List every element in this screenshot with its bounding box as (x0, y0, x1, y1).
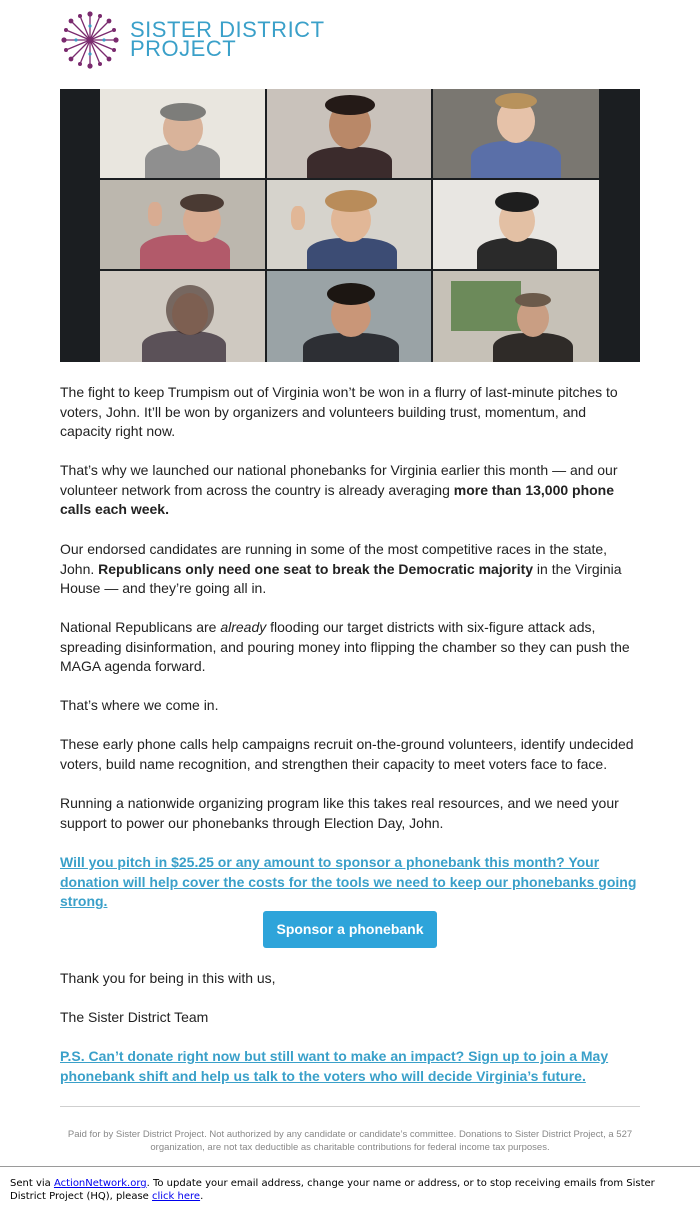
paragraph-where-we-come-in: That’s where we come in. (60, 697, 219, 713)
footer-text (10, 1177, 690, 1203)
unsubscribe-link[interactable]: click here (152, 1191, 201, 1202)
video-tile-6 (433, 180, 599, 269)
video-tile-3 (433, 89, 599, 178)
sister-district-logo[interactable] (60, 10, 360, 70)
starburst-logo-icon (60, 10, 120, 70)
video-tile-5 (267, 180, 431, 269)
video-tile-1 (100, 89, 265, 178)
sponsor-phonebank-button[interactable]: Sponsor a phonebank (263, 911, 437, 948)
majority-highlight: Republicans only need one seat to break the Democratic majority (98, 560, 534, 577)
ps-phonebank-signup-link[interactable]: P.S. Can’t donate right now but still want to make an impact? Sign up to join a May phonebank shift and help us talk to the voters who will decide Virginia’s future. (60, 1048, 609, 1084)
paragraph-early-calls: These early phone calls help campaigns recruit on-the-ground volunteers, identify undecided voters, build name recognition, and strengthen their capacity to meet voters face to face. (60, 736, 634, 772)
divider (60, 1106, 640, 1107)
paragraph-republicans-text: National Republicans are (60, 619, 221, 635)
paragraph-intro: The fight to keep Trumpism out of Virginia won’t be won in a flurry of last-minute pitches to voters, John. It’ll be won by organizers and volunteers building trust, momentum, and capacity right now. (60, 384, 618, 439)
video-tile-2 (267, 89, 431, 178)
video-tile-9 (433, 271, 599, 362)
logo-wordmark (130, 17, 325, 61)
video-tile-4 (100, 180, 265, 269)
actionnetwork-link[interactable]: ActionNetwork.org (53, 1178, 147, 1189)
ps-paragraph (60, 1047, 640, 1086)
volunteer-video-call-photo (60, 89, 640, 362)
logo-line-2: PROJECT (130, 36, 237, 61)
paragraph-republicans (60, 618, 640, 677)
footer-suffix: . (200, 1191, 204, 1202)
donation-cta-link[interactable]: Will you pitch in $25.25 or any amount to sponsor a phonebank this month? Your donation will help cover the costs for the tools we need to keep our phonebanks going strong. (60, 854, 637, 909)
video-tile-7 (100, 271, 265, 362)
paragraph-phonebanks-text: That’s why we launched our national phonebanks for Virginia earlier this month — and our volunteer network from across the country is already averaging (60, 462, 618, 498)
footer-prefix: Sent via (10, 1178, 54, 1189)
paragraph-candidates-tail: in the Virginia House — and they’re going all in. (60, 560, 622, 596)
signature: The Sister District Team (60, 1009, 209, 1025)
paragraph-phonebanks (60, 461, 640, 520)
video-tile-8 (267, 271, 431, 362)
email-footer (0, 1166, 700, 1216)
signoff: Thank you for being in this with us, (60, 970, 276, 986)
footer-middle: . To update your email address, change your name or address, or to stop receiving emails from Sister District Project (HQ), please (10, 1178, 655, 1202)
paragraph-republicans-tail: flooding our target districts with six-figure attack ads, spreading disinformation, and pouring money into flipping the chamber so they can push the MAGA agenda forward. (60, 619, 630, 674)
already-emphasis: already (220, 619, 267, 635)
logo-line-1: SISTER DISTRICT (130, 17, 325, 42)
phone-calls-highlight: more than 13,000 phone calls each week. (60, 481, 615, 517)
paragraph-candidates-text: Our endorsed candidates are running in some of the most competitive races in the state, John. (60, 541, 608, 577)
paid-for-disclaimer: Paid for by Sister District Project. Not authorized by any candidate or candidate’s committee. Donations to Sister District Project, a 527 organization, are not tax deductible as charitable contributions for federal income tax purposes. (67, 1129, 633, 1153)
paragraph-candidates (60, 540, 640, 599)
paragraph-resources: Running a nationwide organizing program like this takes real resources, and we need your support to power our phonebanks through Election Day, John. (60, 795, 619, 831)
donation-cta-paragraph (60, 853, 640, 912)
